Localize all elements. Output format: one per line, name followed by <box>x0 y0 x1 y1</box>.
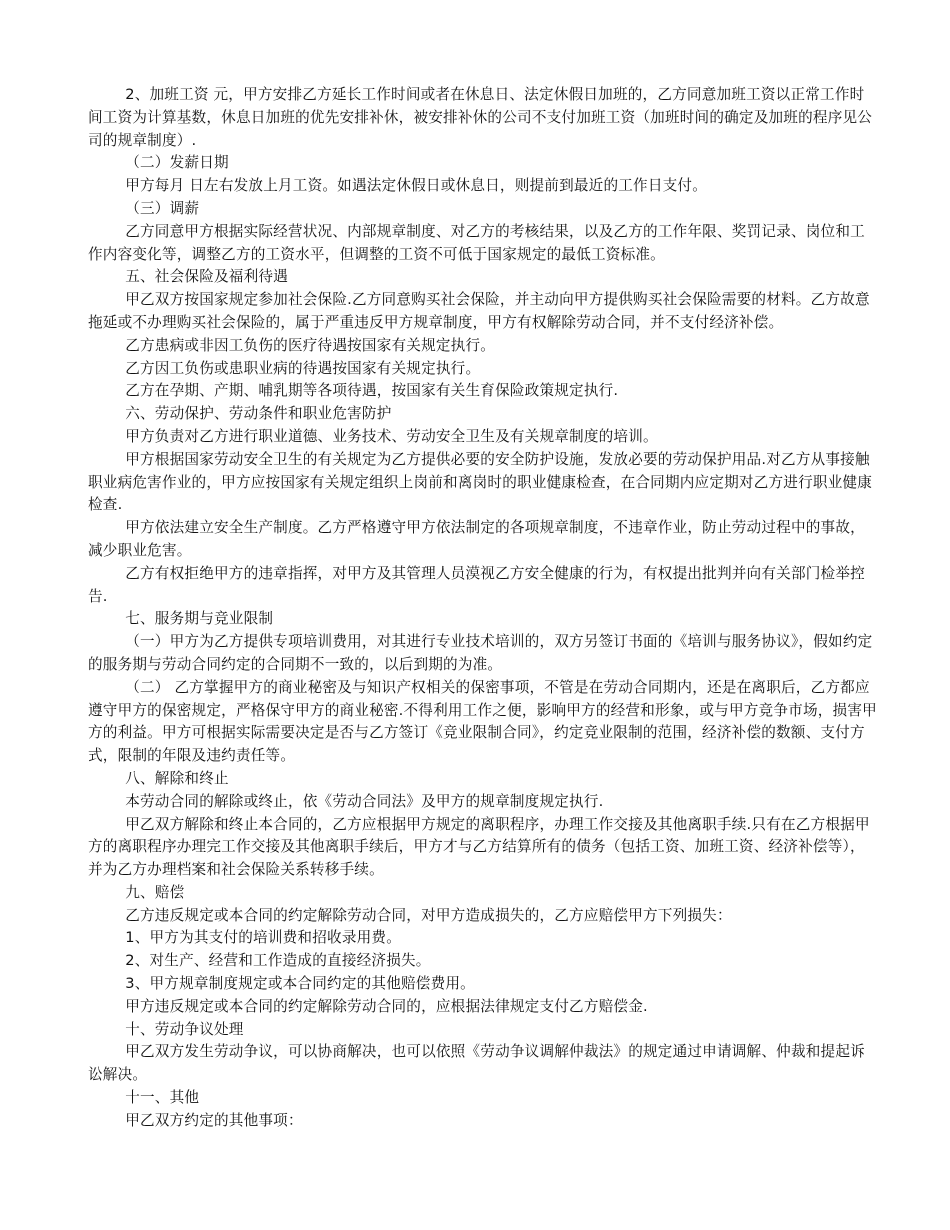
paragraph-social-insurance: 甲乙双方按国家规定参加社会保险.乙方同意购买社会保险，并主动向甲方提供购买社会保险需要的材料。乙方故意拖延或不办理购买社会保险的，属于严重违反甲方规章制度，甲方有权解除劳动合同，并不支付经济补偿。 <box>88 291 870 331</box>
heading-payday: （二）发薪日期 <box>125 154 229 172</box>
heading-salary-adjustment: （三）调薪 <box>125 199 200 217</box>
paragraph-maternity: 乙方在孕期、产期、哺乳期等各项待遇，按国家有关生育保险政策规定执行. <box>125 382 619 400</box>
paragraph-training: 甲方负责对乙方进行职业道德、业务技术、劳动安全卫生及有关规章制度的培训。 <box>125 427 658 445</box>
heading-dispute: 十、劳动争议处理 <box>125 1020 244 1038</box>
paragraph-service-period: （一）甲方为乙方提供专项培训费用，对其进行专业技术培训的，双方另签订书面的《培训与服务协议》，假如约定的服务期与劳动合同约定的合同期不一致的，以后到期的为准。 <box>88 633 873 673</box>
paragraph-safety-system: 甲方依法建立安全生产制度。乙方严格遵守甲方依法制定的各项规章制度，不违章作业，防止劳动过程中的事故，减少职业危害。 <box>88 519 865 559</box>
heading-service-noncompete: 七、服务期与竞业限制 <box>125 610 274 628</box>
paragraph-medical-treatment: 乙方患病或非因工负伤的医疗待遇按国家有关规定执行。 <box>125 336 496 354</box>
heading-labor-protection: 六、劳动保护、劳动条件和职业危害防护 <box>125 405 392 423</box>
paragraph-right-to-refuse: 乙方有权拒绝甲方的违章指挥，对甲方及其管理人员漠视乙方安全健康的行为，有权提出批判并向有关部门检举控告. <box>88 564 865 605</box>
heading-termination: 八、解除和终止 <box>125 769 229 787</box>
document-body <box>88 84 878 1133</box>
paragraph-overtime-pay: 2、加班工资 元，甲方安排乙方延长工作时间或者在休息日、法定休假日加班的，乙方同意加班工资以正常工作时间工资为计算基数，休息日加班的优先安排补休，被安排补休的公司不支付加班工资（加班时间的确定及加班的程序见公司的规章制度）. <box>88 86 873 149</box>
paragraph-salary-adjustment: 乙方同意甲方根据实际经营状况、内部规章制度、对乙方的考核结果，以及乙方的工作年限、奖罚记录、岗位和工作内容变化等，调整乙方的工资水平，但调整的工资不可低于国家规定的最低工资标准。 <box>88 222 865 263</box>
list-item-compensation-1: 1、甲方为其支付的培训费和招收录用费。 <box>125 929 401 947</box>
heading-compensation: 九、赔偿 <box>125 883 185 901</box>
paragraph-compensation-intro: 乙方违反规定或本合同的约定解除劳动合同，对甲方造成损失的，乙方应赔偿甲方下列损失： <box>125 906 732 924</box>
paragraph-other-matters: 甲乙双方约定的其他事项： <box>125 1111 303 1129</box>
paragraph-dispute: 甲乙双方发生劳动争议，可以协商解决，也可以依照《劳动争议调解仲裁法》的规定通过申请调解、仲裁和提起诉讼解决。 <box>88 1043 865 1084</box>
paragraph-termination-law: 本劳动合同的解除或终止，依《劳动合同法》及甲方的规章制度规定执行. <box>125 792 604 810</box>
heading-social-insurance: 五、社会保险及福利待遇 <box>125 268 288 286</box>
list-item-compensation-3: 3、甲方规章制度规定或本合同约定的其他赔偿费用。 <box>125 975 475 993</box>
list-item-compensation-2: 2、对生产、经营和工作造成的直接经济损失。 <box>125 952 431 970</box>
paragraph-termination-procedure: 甲乙双方解除和终止本合同的，乙方应根据甲方规定的离职程序，办理工作交接及其他离职手续.只有在乙方根据甲方的离职程序办理完工作交接及其他离职手续后，甲方才与乙方结算所有的债务（包括工资、加班工资、经济补偿等），并为乙方办理档案和社会保险关系转移手续。 <box>88 815 870 879</box>
paragraph-employer-compensation: 甲方违反规定或本合同的约定解除劳动合同的，应根据法律规定支付乙方赔偿金. <box>125 997 648 1015</box>
heading-other: 十一、其他 <box>125 1089 200 1107</box>
paragraph-confidentiality: （二） 乙方掌握甲方的商业秘密及与知识产权相关的保密事项，不管是在劳动合同期内，还是在离职后，乙方都应遵守甲方的保密规定，严格保守甲方的商业秘密.不得利用工作之便，影响甲方的经营和形象，或与甲方竞争市场，损害甲方的利益。甲方可根据实际需要决定是否与乙方签订《竞业限制合同》，约定竞业限制的范围，经济补偿的数额、支付方式，限制的年限及违约责任等。 <box>88 678 877 765</box>
paragraph-safety-facilities: 甲方根据国家劳动安全卫生的有关规定为乙方提供必要的安全防护设施，发放必要的劳动保护用品.对乙方从事接触职业病危害作业的，甲方应按国家有关规定组织上岗前和离岗时的职业健康检查，在合同期内应定期对乙方进行职业健康检查. <box>88 450 873 514</box>
paragraph-work-injury: 乙方因工负伤或患职业病的待遇按国家有关规定执行。 <box>125 359 481 377</box>
paragraph-payday: 甲方每月 日左右发放上月工资。如遇法定休假日或休息日，则提前到最近的工作日支付。 <box>125 177 708 195</box>
